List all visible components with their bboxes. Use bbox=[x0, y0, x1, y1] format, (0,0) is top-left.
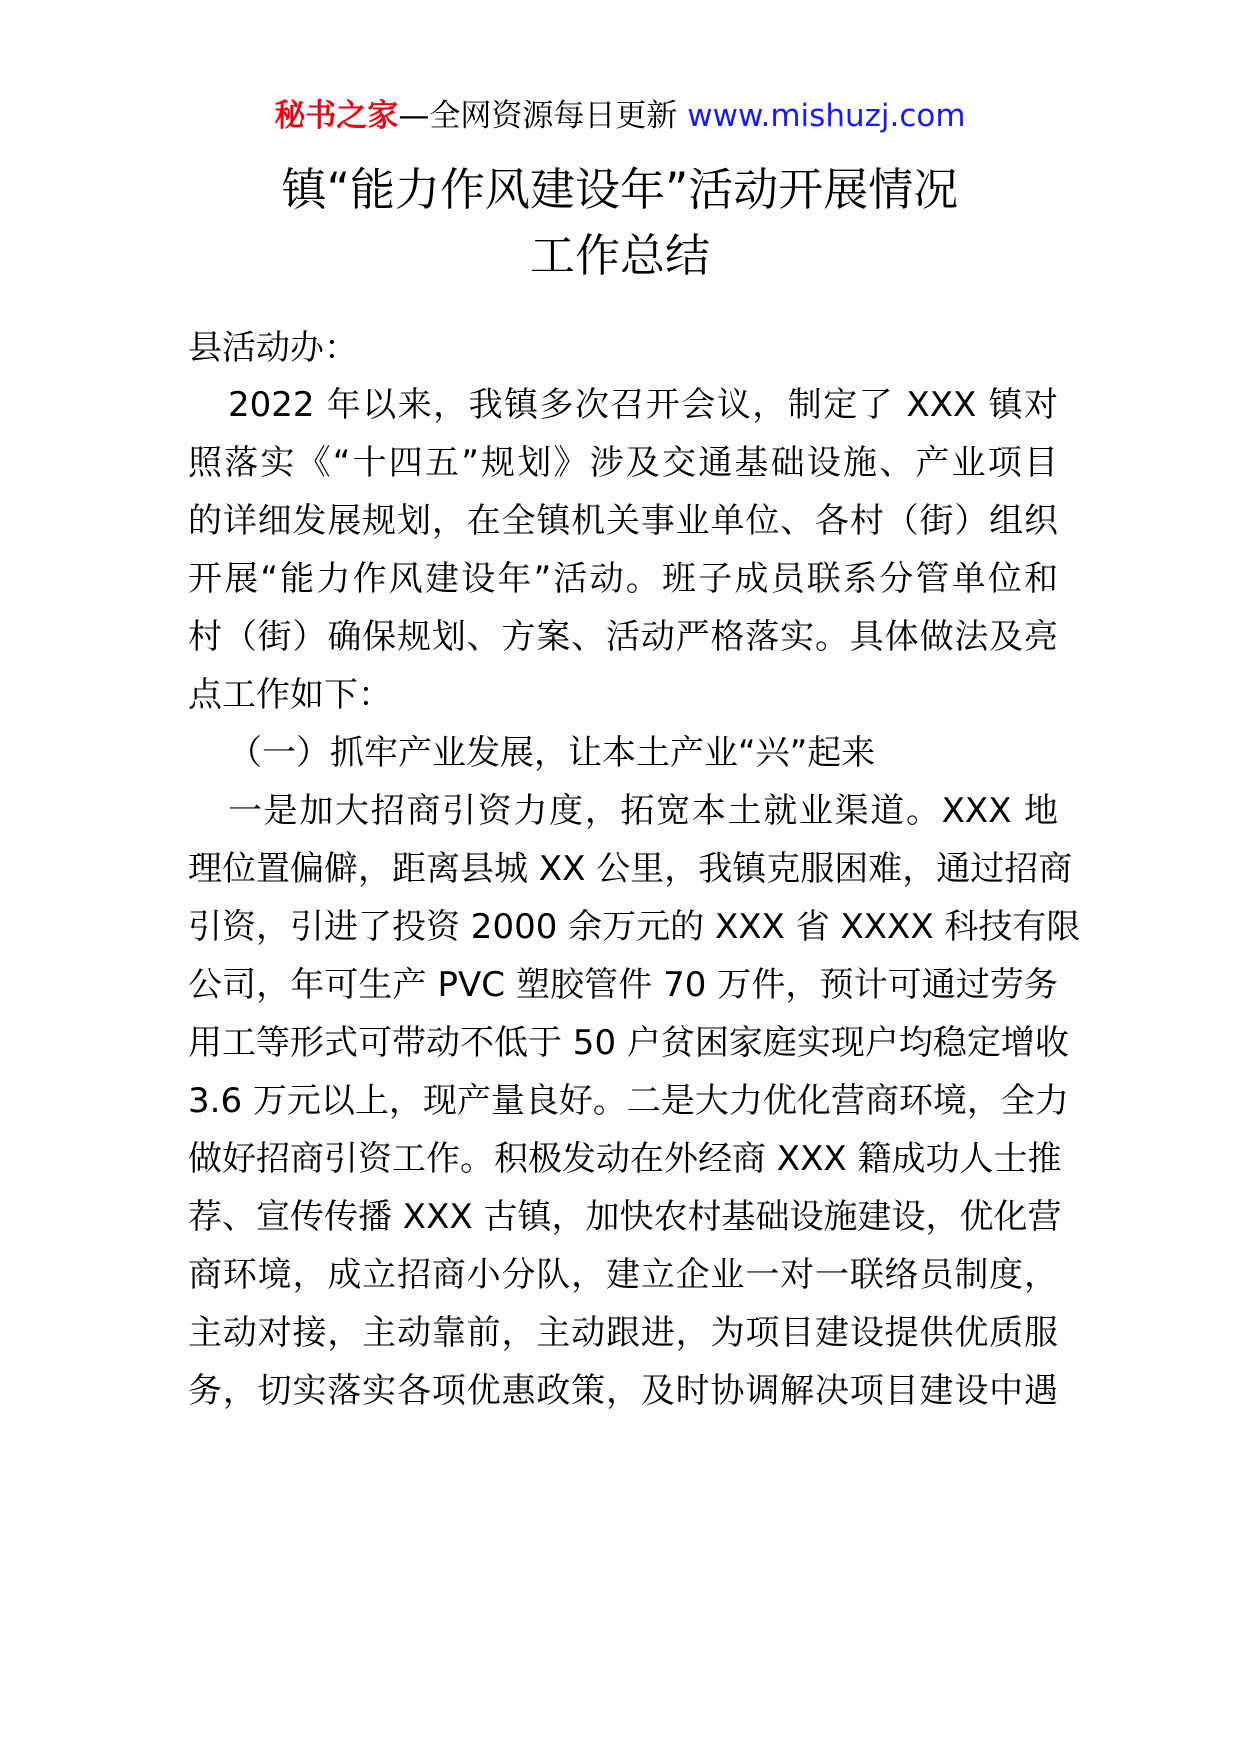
body-line: 照落实《“十四五”规划》涉及交通基础设施、产业项目 bbox=[188, 443, 1058, 483]
body-line: 理位置偏僻，距离县城 XX 公里，我镇克服困难，通过招商 bbox=[188, 849, 1073, 889]
salutation: 县活动办： bbox=[188, 328, 358, 368]
body-line: 开展“能力作风建设年”活动。班子成员联系分管单位和 bbox=[188, 559, 1058, 599]
document-title-line-1: 镇“能力作风建设年”活动开展情况 bbox=[281, 163, 959, 216]
section-heading: （一）抓牢产业发展，让本土产业“兴”起来 bbox=[228, 733, 876, 773]
body-line: 的详细发展规划，在全镇机关事业单位、各村（街）组织 bbox=[188, 501, 1058, 541]
site-url: www.mishuzj.com bbox=[687, 98, 966, 134]
body-line: 3.6 万元以上，现产量良好。二是大力优化营商环境，全力 bbox=[188, 1081, 1069, 1121]
body-line: 点工作如下： bbox=[188, 675, 392, 715]
body-line: 务，切实落实各项优惠政策，及时协调解决项目建设中遇 bbox=[188, 1371, 1058, 1411]
body-line: 引资，引进了投资 2000 余万元的 XXX 省 XXXX 科技有限 bbox=[188, 907, 1081, 947]
body-line: 商环境，成立招商小分队，建立企业一对一联络员制度， bbox=[188, 1255, 1058, 1295]
body-line: 主动对接，主动靠前，主动跟进，为项目建设提供优质服 bbox=[188, 1313, 1058, 1353]
watermark-header bbox=[0, 96, 1240, 136]
body-line: 2022 年以来，我镇多次召开会议，制定了 XXX 镇对 bbox=[228, 385, 1058, 425]
body-line: 一是加大招商引资力度，拓宽本土就业渠道。XXX 地 bbox=[228, 791, 1058, 831]
body-line: 荐、宣传传播 XXX 古镇，加快农村基础设施建设，优化营 bbox=[188, 1197, 1062, 1237]
body-line: 做好招商引资工作。积极发动在外经商 XXX 籍成功人士推 bbox=[188, 1139, 1062, 1179]
brand-name: 秘书之家 bbox=[274, 98, 399, 134]
body-line: 村（街）确保规划、方案、活动严格落实。具体做法及亮 bbox=[188, 617, 1058, 657]
document-title-line-2: 工作总结 bbox=[529, 229, 710, 282]
body-line: 用工等形式可带动不低于 50 户贫困家庭实现户均稳定增收 bbox=[188, 1023, 1069, 1063]
body-line: 公司，年可生产 PVC 塑胶管件 70 万件，预计可通过劳务 bbox=[188, 965, 1058, 1005]
header-tagline: —全网资源每日更新 bbox=[398, 98, 678, 134]
document-body bbox=[188, 316, 1081, 1436]
